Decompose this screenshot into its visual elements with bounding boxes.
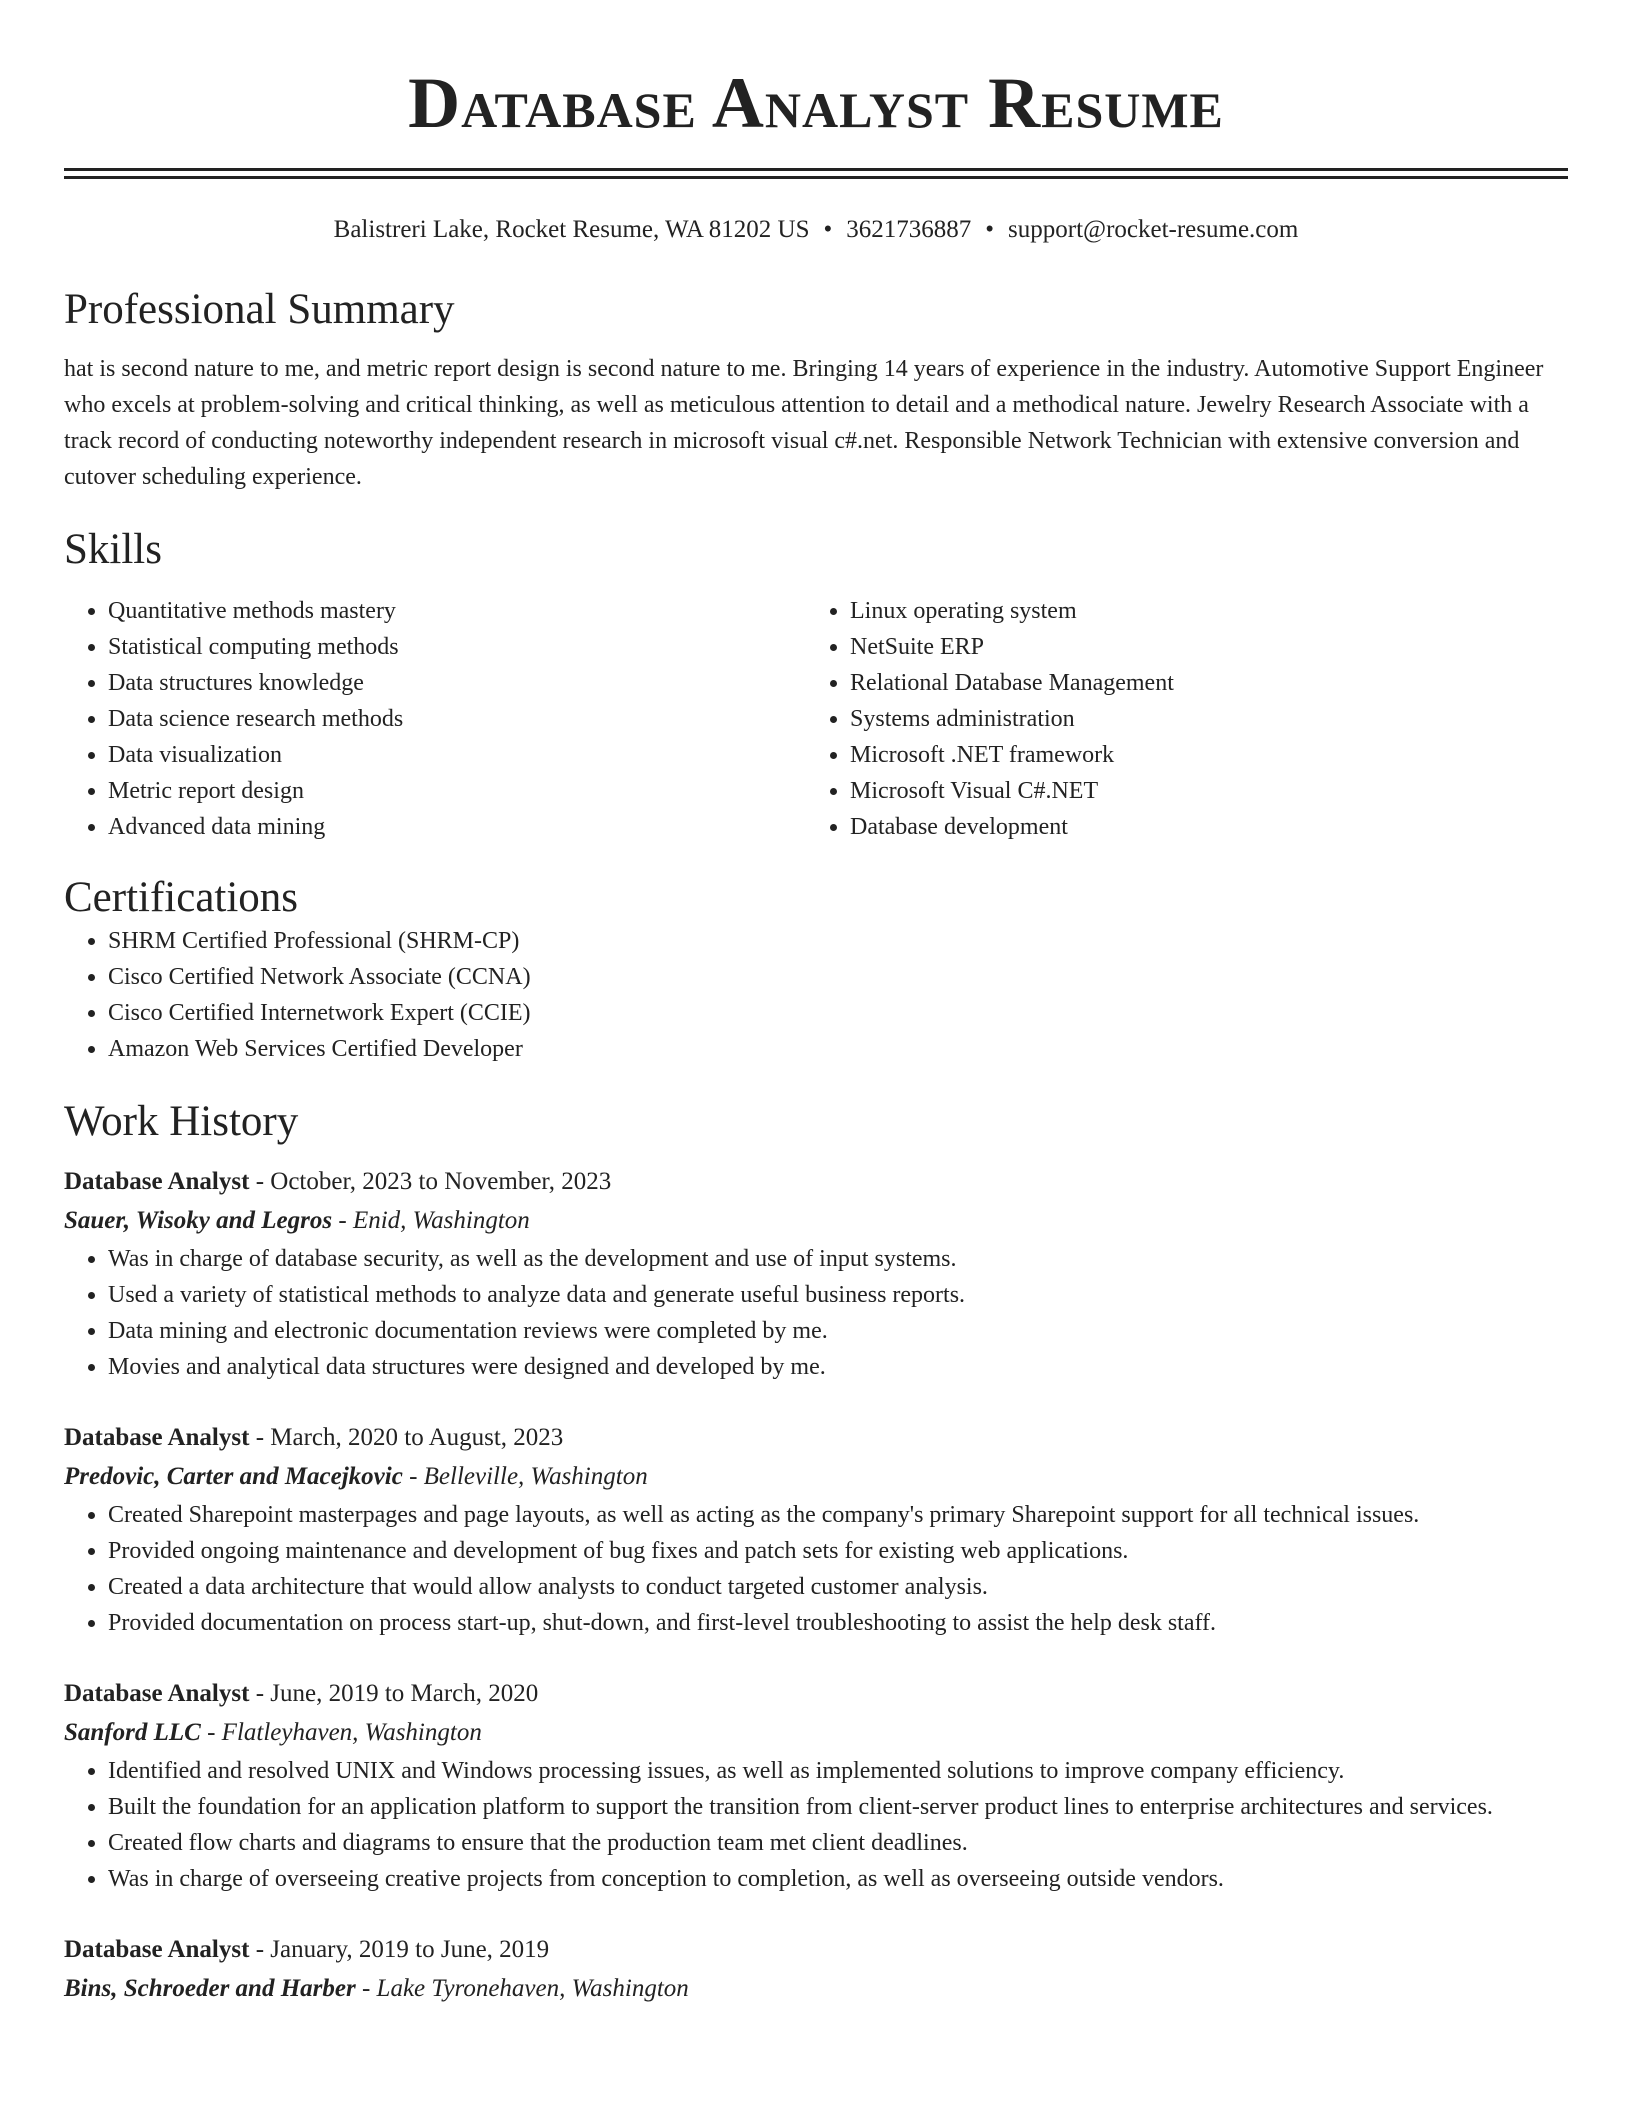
- job-entry: [64, 1163, 1568, 1385]
- job-location: Enid, Washington: [352, 1207, 530, 1234]
- work-history-heading: Work History: [64, 1098, 299, 1145]
- contact-separator: •: [823, 216, 833, 243]
- job-entry: [64, 1675, 1568, 1897]
- skills-heading: Skills: [64, 526, 162, 573]
- job-location: Lake Tyronehaven, Washington: [376, 1975, 689, 2002]
- job-duty: • Created a data architecture that would allow analysts to conduct targeted customer analysis.: [108, 1569, 1568, 1605]
- job-header: Database Analyst - October, 2023 to November, 2023: [64, 1168, 612, 1195]
- job-header: Database Analyst - March, 2020 to August, 2023: [64, 1424, 564, 1451]
- job-dates: March, 2020 to August, 2023: [270, 1424, 564, 1451]
- skill-item: • Relational Database Management: [850, 665, 1548, 701]
- skill-item: • Statistical computing methods: [108, 629, 806, 665]
- job-duties-list: [64, 1241, 1568, 1385]
- job-duty: • Identified and resolved UNIX and Windows processing issues, as well as implemented solutions to improve company efficiency.: [108, 1753, 1568, 1789]
- skill-item: • Data science research methods: [108, 701, 806, 737]
- job-dates: October, 2023 to November, 2023: [270, 1168, 612, 1195]
- contact-phone: 3621736887: [846, 216, 972, 243]
- certification-item: • Cisco Certified Network Associate (CCNA): [108, 959, 1568, 995]
- job-header: Database Analyst - June, 2019 to March, 2020: [64, 1680, 539, 1707]
- job-duty: • Was in charge of overseeing creative projects from conception to completion, as well as overseeing outside vendors.: [108, 1861, 1568, 1897]
- job-role: Database Analyst: [64, 1680, 250, 1707]
- job-duties-list: [64, 1753, 1568, 1897]
- job-header: Database Analyst - January, 2019 to June, 2019: [64, 1936, 550, 1963]
- job-company-line: Sanford LLC - Flatleyhaven, Washington: [64, 1719, 482, 1746]
- skills-column-left: [64, 593, 806, 845]
- certifications-heading: Certifications: [64, 874, 299, 921]
- job-company-line: Predovic, Carter and Macejkovic - Belleville, Washington: [64, 1463, 648, 1490]
- job-duty: • Movies and analytical data structures were designed and developed by me.: [108, 1349, 1568, 1385]
- certification-item: • Amazon Web Services Certified Developer: [108, 1031, 1568, 1067]
- job-duty: • Provided documentation on process start-up, shut-down, and first-level troubleshooting to assist the help desk staff.: [108, 1605, 1568, 1641]
- contact-address: Balistreri Lake, Rocket Resume, WA 81202 US: [333, 216, 810, 243]
- skill-item: • Microsoft .NET framework: [850, 737, 1548, 773]
- job-location: Belleville, Washington: [423, 1463, 648, 1490]
- skills-list-right: [806, 593, 1548, 845]
- contact-line: [64, 215, 1568, 245]
- job-duty: • Data mining and electronic documentation reviews were completed by me.: [108, 1313, 1568, 1349]
- job-company: Predovic, Carter and Macejkovic: [64, 1463, 403, 1490]
- job-duty: • Used a variety of statistical methods to analyze data and generate useful business reports.: [108, 1277, 1568, 1313]
- skill-item: • Data visualization: [108, 737, 806, 773]
- title-double-rule: [64, 168, 1568, 179]
- skill-item: • Metric report design: [108, 773, 806, 809]
- skills-list-left: [64, 593, 806, 845]
- job-entry: [64, 1419, 1568, 1641]
- job-company-line: Bins, Schroeder and Harber - Lake Tyronehaven, Washington: [64, 1975, 689, 2002]
- job-duty: • Created flow charts and diagrams to ensure that the production team met client deadlines.: [108, 1825, 1568, 1861]
- summary-heading: Professional Summary: [64, 286, 455, 333]
- job-role: Database Analyst: [64, 1424, 250, 1451]
- contact-separator: •: [985, 216, 995, 243]
- contact-email: support@rocket-resume.com: [1008, 216, 1299, 243]
- skill-item: • NetSuite ERP: [850, 629, 1548, 665]
- skill-item: • Database development: [850, 809, 1548, 845]
- job-role: Database Analyst: [64, 1168, 250, 1195]
- job-duty: • Was in charge of database security, as well as the development and use of input systems.: [108, 1241, 1568, 1277]
- job-company-line: Sauer, Wisoky and Legros - Enid, Washington: [64, 1207, 530, 1234]
- job-duties-list: [64, 1497, 1568, 1641]
- skill-item: • Advanced data mining: [108, 809, 806, 845]
- skills-grid: [64, 593, 1568, 845]
- job-dates: June, 2019 to March, 2020: [270, 1680, 539, 1707]
- job-location: Flatleyhaven, Washington: [221, 1719, 482, 1746]
- job-duty: • Provided ongoing maintenance and development of bug fixes and patch sets for existing web applications.: [108, 1533, 1568, 1569]
- skill-item: • Quantitative methods mastery: [108, 593, 806, 629]
- job-company: Bins, Schroeder and Harber: [64, 1975, 356, 2002]
- certification-item: • Cisco Certified Internetwork Expert (CCIE): [108, 995, 1568, 1031]
- certifications-list: [64, 923, 1568, 1067]
- job-dates: January, 2019 to June, 2019: [270, 1936, 550, 1963]
- job-company: Sanford LLC: [64, 1719, 201, 1746]
- job-company: Sauer, Wisoky and Legros: [64, 1207, 333, 1234]
- skill-item: • Linux operating system: [850, 593, 1548, 629]
- skill-item: • Systems administration: [850, 701, 1548, 737]
- job-role: Database Analyst: [64, 1936, 250, 1963]
- summary-text: hat is second nature to me, and metric report design is second nature to me. Bringing 14 years of experience in the industry. Automotive Support Engineer who excels at problem-solving and critical thinking, as well as meticulous attention to detail and a methodical nature. Jewelry Research Associate with a track record of conducting noteworthy independent research in microsoft visual c#.net. Responsible Network Technician with extensive conversion and cutover scheduling experience.: [64, 356, 1544, 490]
- skill-item: • Data structures knowledge: [108, 665, 806, 701]
- job-entry: [64, 1931, 1568, 2009]
- skill-item: • Microsoft Visual C#.NET: [850, 773, 1548, 809]
- job-duty: • Built the foundation for an application platform to support the transition from client-server product lines to enterprise architectures and services.: [108, 1789, 1568, 1825]
- skills-column-right: [806, 593, 1548, 845]
- resume-title: Database Analyst Resume: [408, 63, 1224, 143]
- job-duty: • Created Sharepoint masterpages and page layouts, as well as acting as the company's primary Sharepoint support for all technical issues.: [108, 1497, 1568, 1533]
- certification-item: • SHRM Certified Professional (SHRM-CP): [108, 923, 1568, 959]
